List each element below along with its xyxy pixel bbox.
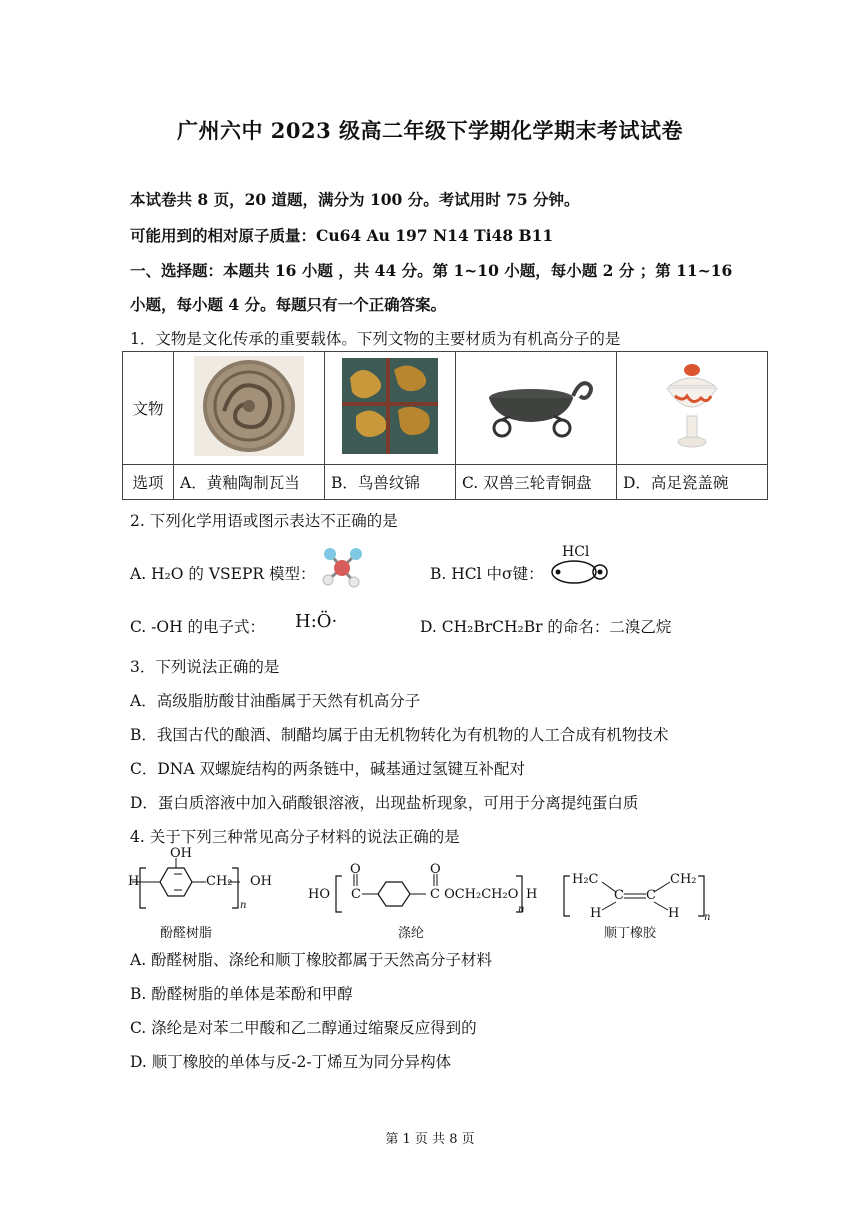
intro-line-1: 本试卷共 8 页，20 道题，满分为 100 分。考试用时 75 分钟。 bbox=[130, 190, 580, 209]
struct2-name: 涤纶 bbox=[398, 926, 425, 941]
s1-h: H bbox=[128, 874, 140, 889]
vsepr-model-icon bbox=[318, 546, 366, 590]
q3-stem: 3．下列说法正确的是 bbox=[130, 658, 280, 676]
q2-stem: 2. 下列化学用语或图示表达不正确的是 bbox=[130, 512, 398, 530]
page-title: 广州六中 2023 级高二年级下学期化学期末考试试卷 bbox=[176, 118, 684, 143]
q1-option-b: B．鸟兽纹锦 bbox=[325, 465, 456, 500]
phenolic-resin-structure bbox=[128, 846, 278, 918]
q3-option-d: D．蛋白质溶液中加入硝酸银溶液，出现盐析现象，可用于分离提纯蛋白质 bbox=[130, 794, 639, 812]
relic-image-brocade bbox=[325, 352, 456, 465]
q4-option-a: A. 酚醛树脂、涤纶和顺丁橡胶都属于天然高分子材料 bbox=[130, 951, 493, 969]
s3-ch2: CH₂ bbox=[670, 872, 697, 887]
s2-c1: C bbox=[351, 887, 361, 902]
intro-line-4: 小题，每小题 4 分。每题只有一个正确答案。 bbox=[130, 295, 447, 314]
relic-image-tile bbox=[174, 352, 325, 465]
relic-image-porcelain-bowl bbox=[617, 352, 768, 465]
q3-option-a: A．高级脂肪酸甘油酯属于天然有机高分子 bbox=[130, 692, 421, 710]
q1-option-a: A．黄釉陶制瓦当 bbox=[174, 465, 325, 500]
s2-tail: C OCH₂CH₂O bbox=[430, 887, 519, 902]
s1-ch2: CH₂ bbox=[206, 874, 233, 889]
relic-row-label: 文物 bbox=[123, 352, 174, 465]
porcelain-bowl-image bbox=[657, 356, 727, 456]
q4-option-b: B. 酚醛树脂的单体是苯酚和甲醇 bbox=[130, 985, 353, 1003]
q1-option-c: C. 双兽三轮青铜盘 bbox=[456, 465, 617, 500]
s2-n: n bbox=[518, 904, 525, 915]
q1-option-d: D．高足瓷盖碗 bbox=[617, 465, 768, 500]
q4-option-c: C. 涤纶是对苯二甲酸和乙二醇通过缩聚反应得到的 bbox=[130, 1019, 477, 1037]
q2-option-d: D. CH₂BrCH₂Br 的命名：二溴乙烷 bbox=[420, 618, 672, 636]
hcl-label: HCl bbox=[562, 544, 590, 560]
s1-oh-end: OH bbox=[250, 874, 272, 889]
q4-option-d: D. 顺丁橡胶的单体与反-2-丁烯互为同分异构体 bbox=[130, 1053, 452, 1071]
s3-h2: H bbox=[668, 906, 680, 921]
brocade-image bbox=[342, 358, 438, 454]
option-row-label: 选项 bbox=[123, 465, 174, 500]
struct3-name: 顺丁橡胶 bbox=[604, 926, 657, 941]
s2-o1: O bbox=[350, 862, 361, 877]
bronze-plate-image bbox=[476, 366, 596, 446]
struct1-name: 酚醛树脂 bbox=[160, 926, 213, 941]
s1-n: n bbox=[240, 900, 247, 911]
q2-option-c: C. -OH 的电子式： bbox=[130, 618, 266, 636]
s3-n: n bbox=[704, 912, 711, 923]
q4-stem: 4. 关于下列三种常见高分子材料的说法正确的是 bbox=[130, 828, 460, 846]
s3-h1: H bbox=[590, 906, 602, 921]
q3-option-b: B．我国古代的酿酒、制醋均属于由无机物转化为有机物的人工合成有机物技术 bbox=[130, 726, 669, 744]
s2-ho: HO bbox=[308, 887, 330, 902]
q3-option-c: C．DNA 双螺旋结构的两条链中，碱基通过氢键互补配对 bbox=[130, 760, 525, 778]
oh-electron-formula: H:Ö· bbox=[295, 611, 338, 632]
q2-option-b: B. HCl 中σ键： bbox=[430, 565, 544, 583]
polyester-structure bbox=[308, 862, 543, 918]
page-footer: 第 1 页 共 8 页 bbox=[385, 1132, 475, 1147]
s2-o2: O bbox=[430, 862, 441, 877]
relic-image-bronze-plate bbox=[456, 352, 617, 465]
intro-line-3: 一、选择题：本题共 16 小题 ，共 44 分。第 1~10 小题，每小题 2 分 ；第 11~16 bbox=[130, 261, 733, 280]
s3-c1: C bbox=[614, 888, 624, 903]
tile-image bbox=[194, 356, 304, 456]
sigma-bond-icon bbox=[550, 558, 612, 586]
s2-h: H bbox=[526, 887, 538, 902]
intro-line-2: 可能用到的相对原子质量：Cu64 Au 197 N14 Ti48 B11 bbox=[130, 226, 554, 245]
q2-option-a: A. H₂O 的 VSEPR 模型： bbox=[130, 565, 316, 583]
s1-oh-top: OH bbox=[170, 846, 192, 861]
s3-c2: C bbox=[646, 888, 656, 903]
relic-table bbox=[122, 351, 768, 500]
s3-h2c: H₂C bbox=[572, 872, 599, 887]
rubber-structure bbox=[562, 870, 712, 924]
q1-stem: 1．文物是文化传承的重要载体。下列文物的主要材质为有机高分子的是 bbox=[130, 330, 621, 348]
